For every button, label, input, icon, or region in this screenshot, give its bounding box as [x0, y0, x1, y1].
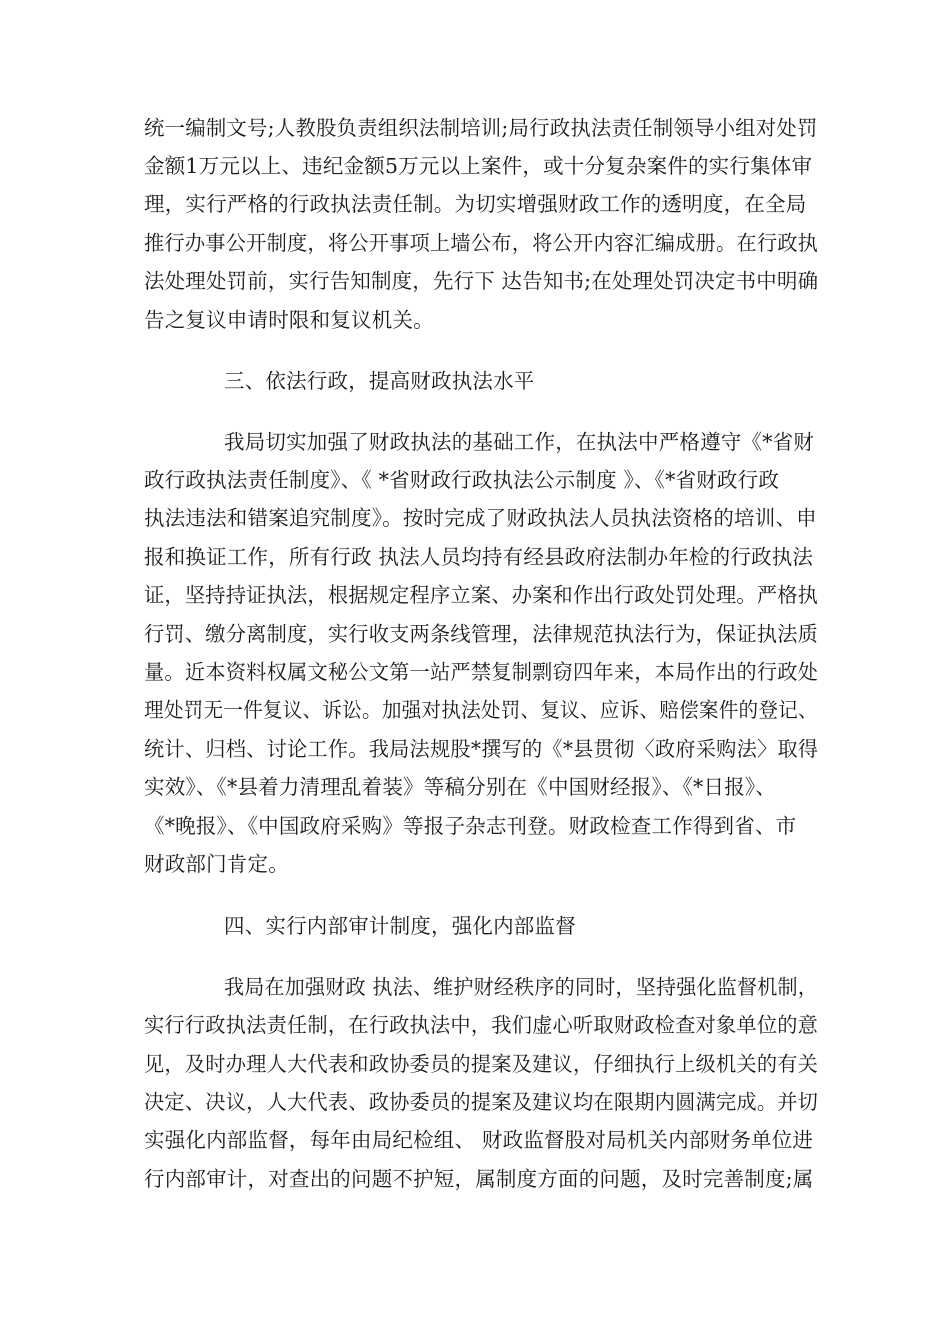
section-heading-4: 四、实行内部审计制度，强化内部监督	[224, 914, 576, 938]
text-line: 统一编制文号;人教股负责组织法制培训;局行政执法责任制领导小组对处罚	[144, 116, 818, 140]
text-line: 财政部门肯定。	[144, 852, 289, 876]
text-line: 推行办事公开制度，将公开事项上墙公布，将公开内容汇编成册。在行政执	[144, 231, 819, 255]
text-line: 见，及时办理人大代表和政协委员的提案及建议，仔细执行上级机关的有关	[144, 1052, 819, 1076]
text-line: 法处理处罚前，实行告知制度，先行下 达告知书;在处理处罚决定书中明确	[144, 269, 819, 293]
text-line: 实效》、《*县着力清理乱着装》等稿分别在《中国财经报》、《*日报》、	[144, 775, 777, 799]
text-line: 执法违法和错案追究制度》。按时完成了财政执法人员执法资格的培训、申	[144, 506, 817, 530]
text-line: 报和换证工作，所有行政 执法人员均持有经县政府法制办年检的行政执法	[144, 545, 814, 569]
text-line: 行内部审计，对查出的问题不护短，属制度方面的问题，及时完善制度;属	[144, 1167, 814, 1191]
text-line: 统计、归档、讨论工作。我局法规股*撰写的《*县贯彻〈政府采购法〉取得	[144, 737, 819, 761]
text-line: 实行行政执法责任制，在行政执法中，我们虚心听取财政检查对象单位的意	[144, 1013, 819, 1037]
text-line: 行罚、缴分离制度，实行收支两条线管理，法律规范执法行为，保证执法质	[144, 622, 819, 646]
text-line: 理处罚无一件复议、诉讼。加强对执法处罚、复议、应诉、赔偿案件的登记、	[144, 698, 818, 722]
section-heading-3: 三、依法行政，提高财政执法水平	[224, 369, 535, 393]
text-line: 决定、决议，人大代表、政协委员的提案及建议均在限期内圆满完成。并切	[144, 1090, 819, 1114]
text-line: 我局切实加强了财政执法的基础工作，在执法中严格遵守《*省财	[224, 430, 815, 454]
text-line: 政行政执法责任制度》、《 *省财政行政执法公示制度 》、《*省财政行政	[144, 468, 780, 492]
text-line: 实强化内部监督，每年由局纪检组、 财政监督股对局机关内部财务单位进	[144, 1128, 814, 1152]
text-line: 证，坚持持证执法，根据规定程序立案、办案和作出行政处罚处理。严格执	[144, 583, 819, 607]
text-line: 金额1万元以上、违纪金额5万元以上案件，或十分复杂案件的实行集体审	[144, 154, 813, 178]
text-line: 理，实行严格的行政执法责任制。为切实增强财政工作的透明度，在全局	[144, 192, 807, 216]
text-line: 告之复议申请时限和复议机关。	[144, 308, 434, 332]
text-line: 量。近本资料权属文秘公文第一站严禁复制剽窃四年来，本局作出的行政处	[144, 660, 819, 684]
text-line: 我局在加强财政 执法、维护财经秩序的同时，坚持强化监督机制，	[224, 975, 819, 999]
text-line: 《*晚报》、《中国政府采购》等报子杂志刊登。财政检查工作得到省、市	[144, 814, 797, 838]
